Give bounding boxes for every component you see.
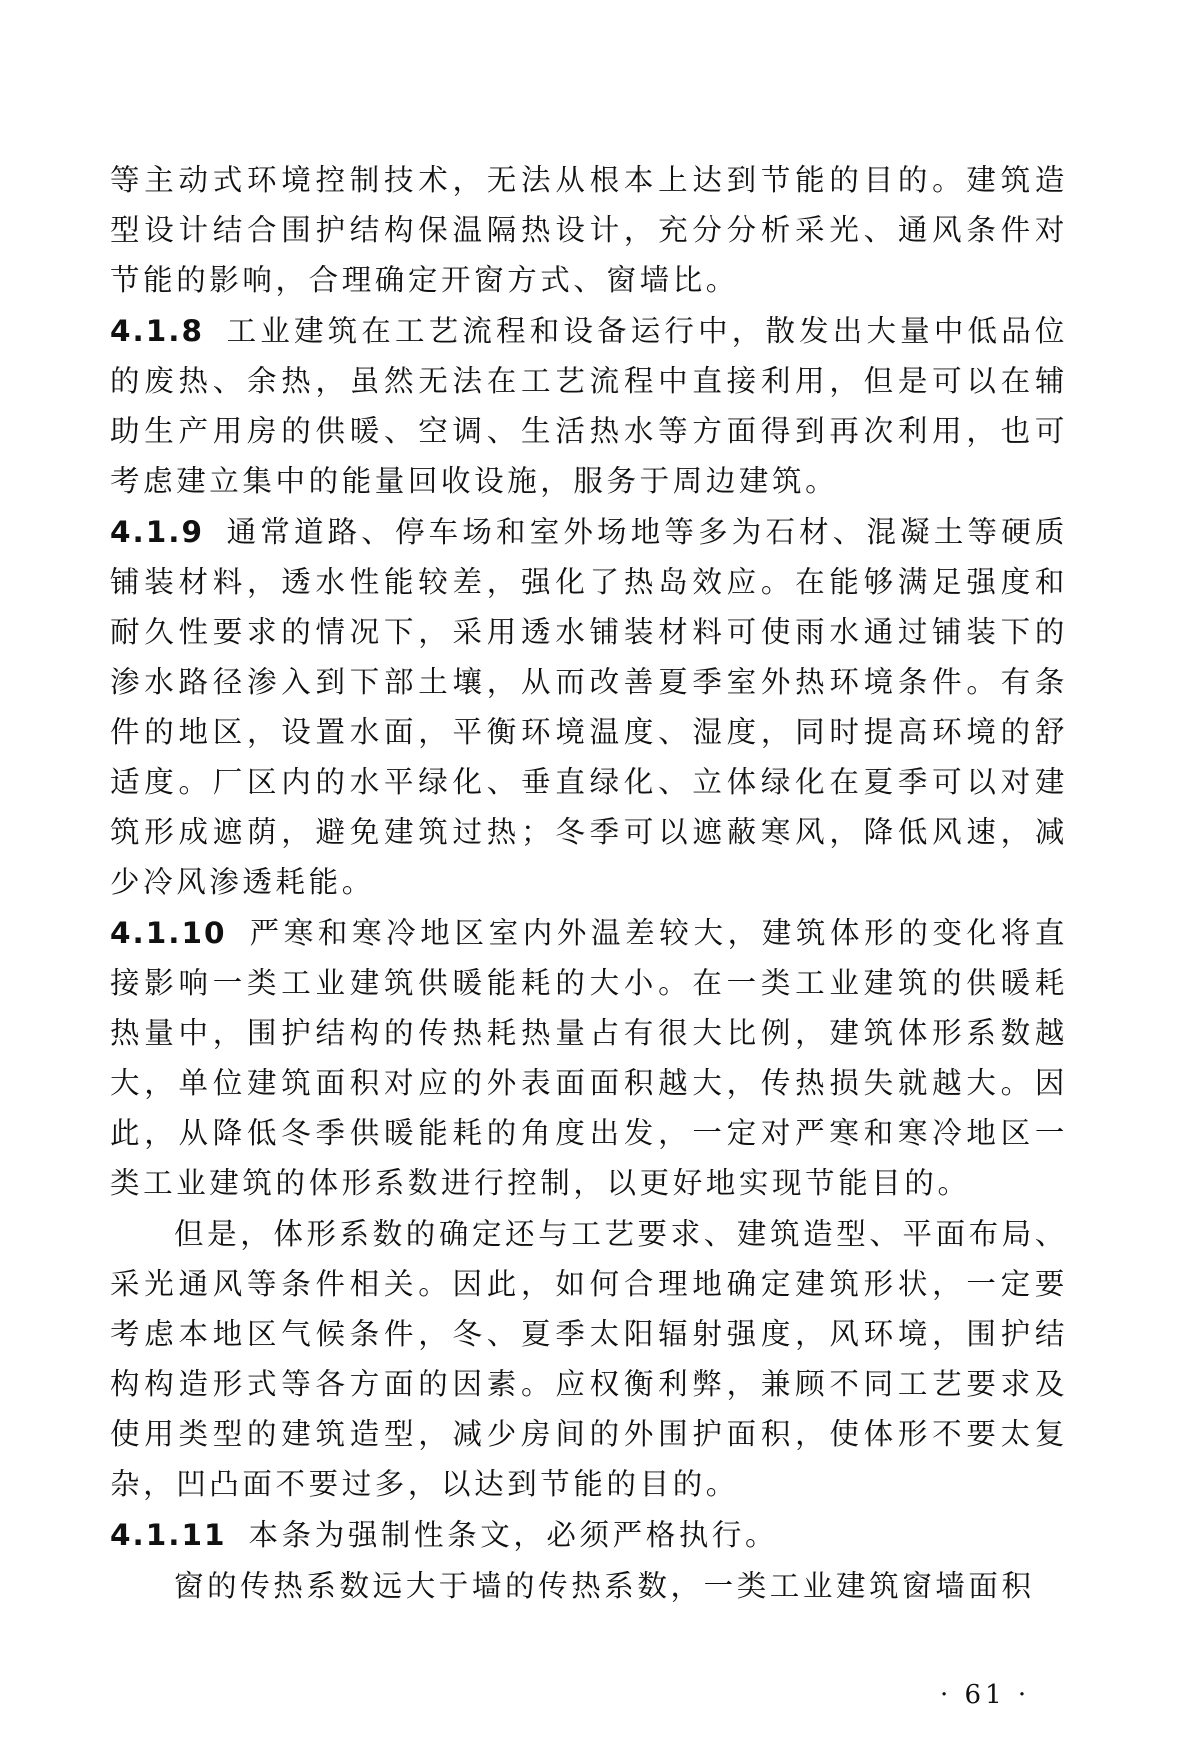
clause-number: 4.1.9 — [110, 515, 204, 549]
clause-number: 4.1.8 — [110, 314, 204, 348]
paragraph-text: 窗的传热系数远大于墙的传热系数，一类工业建筑窗墙面积 — [174, 1569, 1035, 1603]
clause-4-1-10-continued — [110, 1209, 1068, 1509]
clause-4-1-11-continued — [110, 1561, 1068, 1611]
paragraph-text: 但是，体形系数的确定还与工艺要求、建筑造型、平面布局、采光通风等条件相关。因此，如何合理地确定建筑形状，一定要考虑本地区气候条件，冬、夏季太阳辐射强度，风环境，围护结构构造形式等各方面的因素。应权衡利弊，兼顾不同工艺要求及使用类型的建筑造型，减少房间的外围护面积，使体形不要太复杂，凹凸面不要过多，以达到节能的目的。 — [110, 1217, 1068, 1501]
paragraph-continuation — [110, 155, 1068, 305]
clause-number: 4.1.11 — [110, 1518, 227, 1552]
clause-number: 4.1.10 — [110, 916, 227, 950]
paragraph-text: 严寒和寒冷地区室内外温差较大，建筑体形的变化将直接影响一类工业建筑供暖能耗的大小。在一类工业建筑的供暖耗热量中，围护结构的传热耗热量占有很大比例，建筑体形系数越大，单位建筑面积对应的外表面面积越大，传热损失就越大。因此，从降低冬季供暖能耗的角度出发，一定对严寒和寒冷地区一类工业建筑的体形系数进行控制，以更好地实现节能目的。 — [110, 916, 1068, 1200]
page-body — [110, 155, 1068, 1612]
paragraph-text: 通常道路、停车场和室外场地等多为石材、混凝土等硬质铺装材料，透水性能较差，强化了热岛效应。在能够满足强度和耐久性要求的情况下，采用透水铺装材料可使雨水通过铺装下的渗水路径渗入到下部土壤，从而改善夏季室外热环境条件。有条件的地区，设置水面，平衡环境温度、湿度，同时提高环境的舒适度。厂区内的水平绿化、垂直绿化、立体绿化在夏季可以对建筑形成遮荫，避免建筑过热；冬季可以遮蔽寒风，降低风速，减少冷风渗透耗能。 — [110, 515, 1068, 899]
page-number: · 61 · — [940, 1680, 1031, 1710]
paragraph-text: 等主动式环境控制技术，无法从根本上达到节能的目的。建筑造型设计结合围护结构保温隔热设计，充分分析采光、通风条件对节能的影响，合理确定开窗方式、窗墙比。 — [110, 163, 1068, 297]
clause-4-1-8 — [110, 306, 1068, 506]
paragraph-text: 本条为强制性条文，必须严格执行。 — [248, 1518, 779, 1552]
clause-4-1-10 — [110, 908, 1068, 1208]
clause-4-1-11 — [110, 1510, 1068, 1560]
clause-4-1-9 — [110, 507, 1068, 907]
paragraph-text: 工业建筑在工艺流程和设备运行中，散发出大量中低品位的废热、余热，虽然无法在工艺流程中直接利用，但是可以在辅助生产用房的供暖、空调、生活热水等方面得到再次利用，也可考虑建立集中的能量回收设施，服务于周边建筑。 — [110, 314, 1068, 498]
